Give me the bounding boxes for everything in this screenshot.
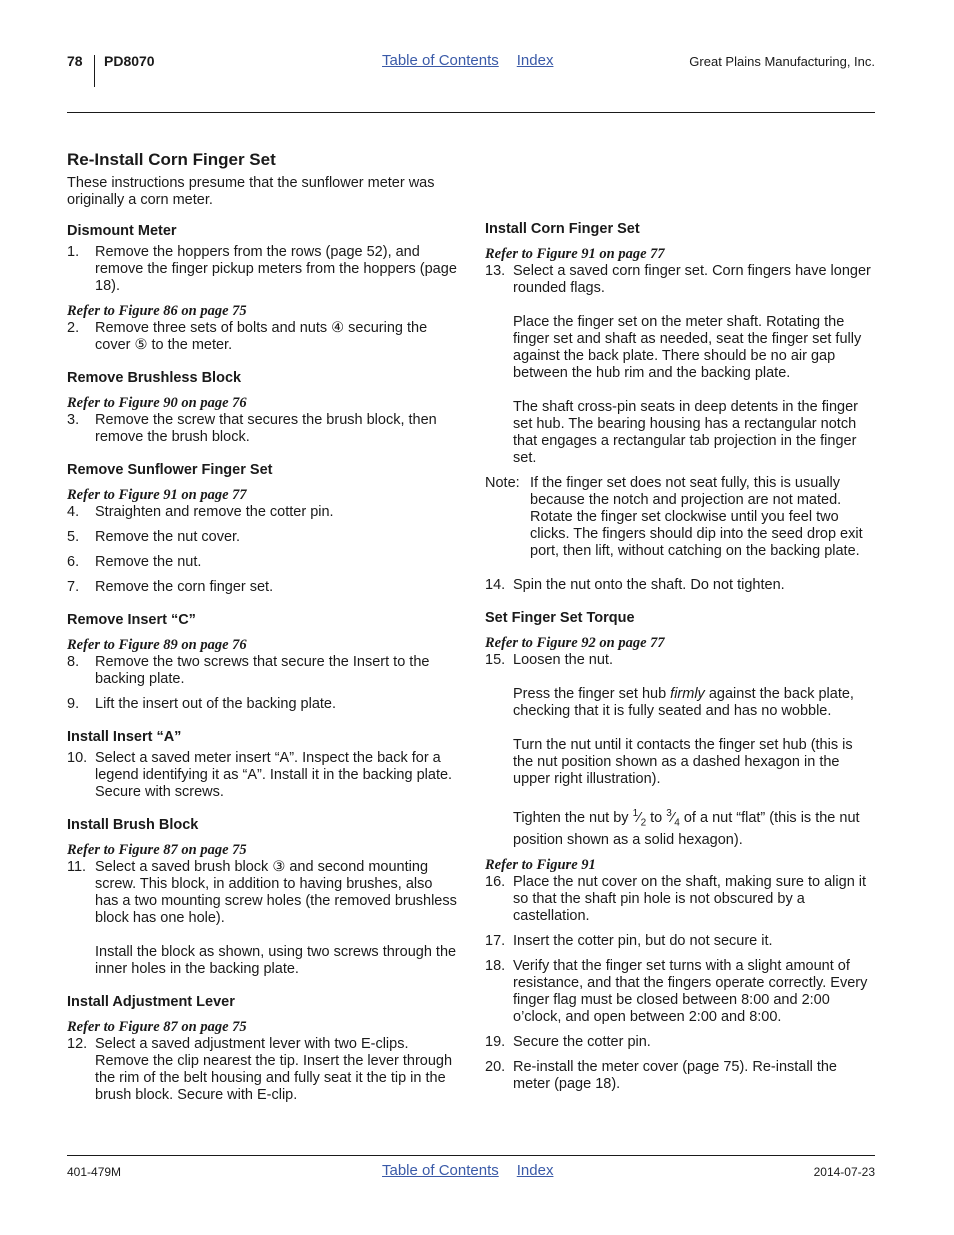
figure-reference: Refer to Figure 86 on page 75	[67, 303, 247, 319]
intro-text: These instructions presume that the sunflower meter was originally a corn meter.	[67, 175, 435, 208]
right-column	[485, 221, 875, 1101]
step-20: 20. Re-install the meter cover (page 75). Re-install the meter (page 18).	[485, 1058, 837, 1092]
step-11: 11. Select a saved brush block ③ and second mounting screw. This block, in addition to having brushes, also has a two mounting screw holes (the removed brushless block has one hole).	[67, 859, 457, 926]
figure-reference: Refer to Figure 87 on page 75	[67, 1019, 247, 1035]
figure-reference: Refer to Figure 90 on page 76	[67, 395, 247, 411]
step-15-continued: Press the finger set hub firmly against the back plate, checking that it is fully seated and has no wobble.	[513, 686, 854, 719]
step-3: 3. Remove the screw that secures the brush block, then remove the brush block.	[67, 412, 437, 445]
heading-set-finger-set-torque: Set Finger Set Torque	[485, 610, 635, 626]
step-15-continued-2: Turn the nut until it contacts the finger set hub (this is the nut position shown as a dashed hexagon in the upper right illustration).	[513, 737, 853, 787]
heading-install-corn-finger-set: Install Corn Finger Set	[485, 221, 640, 237]
step-6: 6. Remove the nut.	[67, 554, 202, 570]
step-16: 16. Place the nut cover on the shaft, making sure to align it so that the shaft pin hole is not obscured by a castellation.	[485, 873, 867, 924]
step-15: 15. Loosen the nut.	[485, 652, 613, 668]
footer-rule	[67, 1155, 875, 1156]
step-14: 14. Spin the nut onto the shaft. Do not tighten.	[485, 577, 785, 593]
figure-reference: Refer to Figure 87 on page 75	[67, 842, 247, 858]
index-link[interactable]: Index	[516, 1162, 554, 1179]
heading-install-adjustment-lever: Install Adjustment Lever	[67, 994, 235, 1010]
document-number: 401-479M	[67, 1165, 122, 1179]
step-10: 10. Select a saved meter insert “A”. Inspect the back for a legend identifying it as “A”. Install it in the backing plate. Secure with screws.	[67, 750, 453, 800]
heading-install-brush-block: Install Brush Block	[67, 817, 199, 833]
step-5: 5. Remove the nut cover.	[67, 529, 241, 545]
step-13: 13. Select a saved corn finger set. Corn fingers have longer rounded flags.	[485, 263, 871, 296]
step-13-continued-2: The shaft cross-pin seats in deep detents in the finger set hub. The bearing housing has a rectangular notch that engages a rectangular tab projection in the finger set.	[513, 399, 858, 466]
heading-remove-brushless-block: Remove Brushless Block	[67, 370, 242, 386]
header-divider	[94, 55, 95, 87]
toc-link[interactable]: Table of Contents	[382, 52, 499, 69]
step-9: 9. Lift the insert out of the backing plate.	[67, 696, 337, 712]
index-link[interactable]: Index	[516, 52, 554, 69]
step-13-continued: Place the finger set on the meter shaft. Rotating the finger set and shaft as needed, seat the finger set fully against the back plate. There should be no air gap between the hub rim and the backing plate.	[513, 314, 862, 381]
heading-install-insert-a: Install Insert “A”	[67, 729, 182, 745]
header-rule	[67, 112, 875, 113]
step-11-continued: Install the block as shown, using two screws through the inner holes in the backing plate.	[95, 944, 457, 977]
step-1: 1. Remove the hoppers from the rows (page 52), and remove the finger pickup meters from the hoppers (page 18).	[67, 244, 457, 294]
heading-dismount-meter: Dismount Meter	[67, 223, 177, 239]
step-19: 19. Secure the cotter pin.	[485, 1033, 651, 1050]
heading-remove-insert-c: Remove Insert “C”	[67, 612, 196, 628]
step-8: 8. Remove the two screws that secure the Insert to the backing plate.	[67, 654, 430, 687]
toc-link[interactable]: Table of Contents	[382, 1162, 499, 1179]
step-12: 12. Select a saved adjustment lever with two E-clips. Remove the clip nearest the tip. Insert the lever through the rim of the belt housing and fully seat it the tip in the brush block. Secure with E-clip.	[67, 1036, 453, 1103]
company-name: Great Plains Manufacturing, Inc.	[689, 54, 875, 69]
figure-reference: Refer to Figure 91	[485, 856, 596, 873]
step-4: 4. Straighten and remove the cotter pin.	[67, 504, 334, 520]
header-links	[382, 52, 571, 69]
step-17: 17. Insert the cotter pin, but do not secure it.	[485, 932, 773, 949]
step-2: 2. Remove three sets of bolts and nuts ④ securing the cover ⑤ to the meter.	[67, 320, 428, 353]
figure-reference: Refer to Figure 91 on page 77	[485, 246, 665, 262]
left-column	[67, 175, 457, 1112]
step-7: 7. Remove the corn finger set.	[67, 579, 274, 595]
step-18: 18. Verify that the finger set turns with a slight amount of resistance, and that the fingers operate correctly. Every finger flag must be closed between 8:00 and 2:00 o’clock, and open between 2:00 and 8:00.	[485, 957, 868, 1025]
figure-reference: Refer to Figure 92 on page 77	[485, 635, 665, 651]
document-date: 2014-07-23	[813, 1165, 875, 1179]
section-title: Re-Install Corn Finger Set	[67, 150, 276, 169]
page-number: 78	[67, 53, 83, 69]
model-name: PD8070	[104, 53, 155, 69]
step-15-continued-3: Tighten the nut by $^1⁄_2$ to $^3⁄_4$ of a nut “flat” (this is the nut position shown as a solid hexagon).	[513, 808, 860, 848]
heading-remove-sunflower-finger-set: Remove Sunflower Finger Set	[67, 462, 273, 478]
footer-links	[382, 1162, 571, 1179]
figure-reference: Refer to Figure 91 on page 77	[67, 487, 247, 503]
figure-reference: Refer to Figure 89 on page 76	[67, 637, 247, 653]
note: Note: If the finger set does not seat fully, this is usually because the notch and projection are not mated. Rotate the finger set clockwise until you feel two clicks. The fingers should dip into the seed drop exit port, then lift, without catching on the backing plate.	[485, 475, 863, 559]
